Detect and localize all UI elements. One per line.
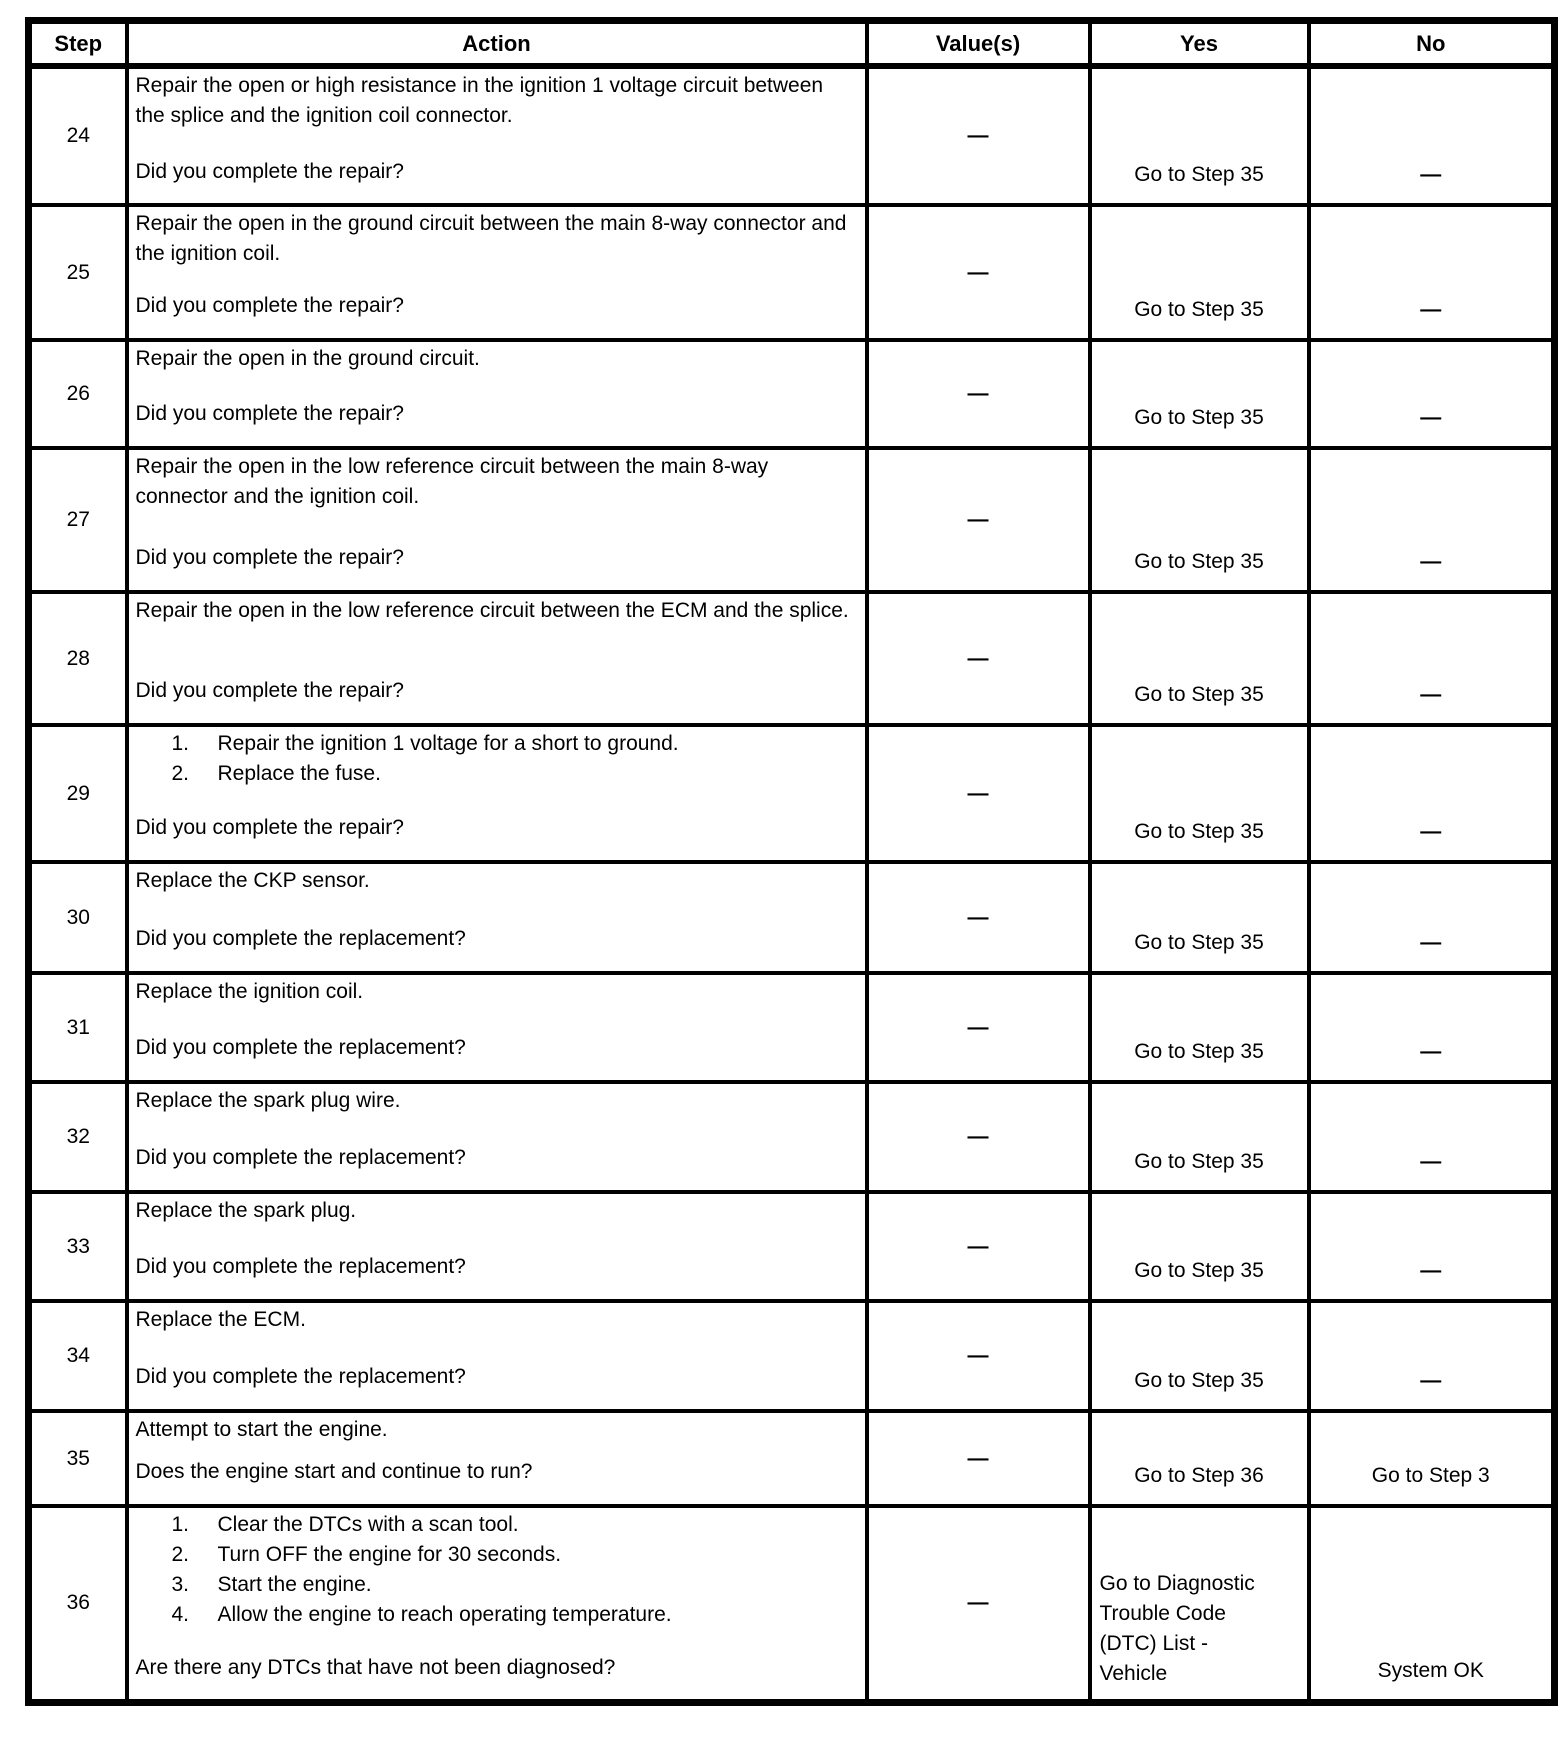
step-number: 35 [29, 1411, 127, 1506]
list-item-text: Start the engine. [217, 1573, 372, 1596]
action-text: Replace the spark plug wire. [135, 1089, 401, 1112]
list-item-number: 4. [171, 1603, 190, 1626]
no-cell: — [1309, 725, 1555, 862]
action-content [129, 1508, 865, 1695]
step-number: 36 [29, 1506, 127, 1702]
action-content [129, 1303, 865, 1404]
action-question: Did you complete the repair? [135, 402, 404, 425]
action-top [136, 596, 857, 626]
table-row [29, 1301, 1555, 1411]
value-cell: — [867, 1411, 1090, 1506]
table-row [29, 862, 1555, 973]
table-row [29, 448, 1555, 592]
value-cell: — [867, 725, 1090, 862]
no-cell: — [1309, 1192, 1555, 1301]
yes-cell: Go to Step 35 [1090, 205, 1309, 340]
table-row [29, 1411, 1555, 1506]
action-text: Replace the CKP sensor. [135, 869, 370, 892]
action-cell [127, 862, 867, 973]
action-question: Did you complete the replacement? [135, 1036, 466, 1059]
list-item-number: 1. [171, 1513, 190, 1536]
action-cell [127, 1411, 867, 1506]
yes-cell: Go to Diagnostic Trouble Code (DTC) List - Vehicle [1090, 1506, 1309, 1702]
action-content [129, 207, 865, 333]
action-list-item [136, 759, 857, 789]
action-top [136, 209, 857, 269]
table-row [29, 340, 1555, 448]
list-item-text: Repair the ignition 1 voltage for a short to ground. [217, 732, 679, 755]
step-number: 31 [29, 973, 127, 1082]
action-top [136, 1196, 857, 1226]
col-header-step: Step [29, 21, 127, 67]
action-top [136, 1086, 857, 1116]
diagnostic-steps-table [25, 17, 1558, 1706]
action-cell [127, 725, 867, 862]
action-top [136, 344, 857, 374]
action-text: Replace the ignition coil. [135, 980, 364, 1003]
table-row [29, 1506, 1555, 1702]
action-content [129, 1084, 865, 1185]
no-cell: — [1309, 1082, 1555, 1192]
col-header-yes: Yes [1090, 21, 1309, 67]
yes-cell: Go to Step 35 [1090, 448, 1309, 592]
value-cell: — [867, 592, 1090, 725]
action-question: Are there any DTCs that have not been diagnosed? [135, 1656, 616, 1679]
table-row [29, 1082, 1555, 1192]
action-content [129, 864, 865, 966]
no-cell: — [1309, 448, 1555, 592]
no-cell: Go to Step 3 [1309, 1411, 1555, 1506]
no-cell: System OK [1309, 1506, 1555, 1702]
action-text: Replace the ECM. [135, 1308, 306, 1331]
step-number: 24 [29, 66, 127, 205]
action-text: Repair the open in the low reference circuit between the ECM and the splice. [135, 599, 849, 622]
action-text: Repair the open in the ground circuit between the main 8-way connector and the ignition coil. [135, 212, 847, 265]
action-question: Did you complete the replacement? [135, 1365, 466, 1388]
action-question: Did you complete the repair? [135, 679, 404, 702]
action-top [136, 1415, 857, 1445]
action-text: Replace the spark plug. [135, 1199, 357, 1222]
step-number: 29 [29, 725, 127, 862]
col-header-action: Action [127, 21, 867, 67]
action-content [129, 1194, 865, 1294]
list-item-number: 3. [171, 1573, 190, 1596]
action-content [129, 727, 865, 855]
table-body [29, 66, 1555, 1702]
value-cell: — [867, 973, 1090, 1082]
action-content [129, 69, 865, 199]
value-cell: — [867, 1301, 1090, 1411]
action-question: Did you complete the repair? [135, 294, 404, 317]
step-number: 30 [29, 862, 127, 973]
no-cell: — [1309, 973, 1555, 1082]
no-cell: — [1309, 592, 1555, 725]
yes-cell: Go to Step 35 [1090, 1192, 1309, 1301]
table-row [29, 592, 1555, 725]
action-top [136, 729, 857, 789]
step-number: 28 [29, 592, 127, 725]
action-cell [127, 1506, 867, 1702]
list-item-number: 1. [171, 732, 190, 755]
action-question: Did you complete the replacement? [135, 1146, 466, 1169]
value-cell: — [867, 205, 1090, 340]
action-top [136, 977, 857, 1007]
action-list-item [136, 1570, 857, 1600]
value-cell: — [867, 66, 1090, 205]
yes-cell: Go to Step 35 [1090, 1082, 1309, 1192]
action-list-item [136, 1510, 857, 1540]
table-row [29, 725, 1555, 862]
action-question: Does the engine start and continue to run? [135, 1460, 533, 1483]
action-top [136, 1510, 857, 1630]
value-cell: — [867, 448, 1090, 592]
action-top [136, 866, 857, 896]
action-question: Did you complete the replacement? [135, 927, 466, 950]
action-list [136, 729, 857, 789]
yes-cell: Go to Step 35 [1090, 592, 1309, 725]
list-item-text: Turn OFF the engine for 30 seconds. [217, 1543, 562, 1566]
action-text: Repair the open or high resistance in the ignition 1 voltage circuit between the splice and the ignition coil connector. [135, 74, 824, 127]
step-number: 26 [29, 340, 127, 448]
step-number: 25 [29, 205, 127, 340]
action-cell [127, 66, 867, 205]
action-question: Did you complete the repair? [135, 546, 404, 569]
value-cell: — [867, 1192, 1090, 1301]
action-cell [127, 205, 867, 340]
action-cell [127, 592, 867, 725]
col-header-values: Value(s) [867, 21, 1090, 67]
action-content [129, 342, 865, 441]
list-item-text: Clear the DTCs with a scan tool. [217, 1513, 519, 1536]
action-content [129, 975, 865, 1075]
no-cell: — [1309, 205, 1555, 340]
action-text: Repair the open in the ground circuit. [135, 347, 480, 370]
step-number: 27 [29, 448, 127, 592]
action-text: Attempt to start the engine. [135, 1418, 388, 1441]
step-number: 32 [29, 1082, 127, 1192]
value-cell: — [867, 1082, 1090, 1192]
list-item-text: Replace the fuse. [217, 762, 381, 785]
value-cell: — [867, 340, 1090, 448]
action-cell [127, 973, 867, 1082]
action-cell [127, 1301, 867, 1411]
table-row [29, 973, 1555, 1082]
action-content [129, 450, 865, 585]
step-number: 34 [29, 1301, 127, 1411]
action-list [136, 1510, 857, 1630]
list-item-number: 2. [171, 762, 190, 785]
yes-cell: Go to Step 35 [1090, 340, 1309, 448]
no-cell: — [1309, 340, 1555, 448]
list-item-number: 2. [171, 1543, 190, 1566]
action-cell [127, 1192, 867, 1301]
action-list-item [136, 729, 857, 759]
action-text: Repair the open in the low reference circuit between the main 8-way connector and the ignition coil. [135, 455, 769, 508]
action-content [129, 594, 865, 718]
yes-cell: Go to Step 35 [1090, 862, 1309, 973]
no-cell: — [1309, 66, 1555, 205]
action-cell [127, 340, 867, 448]
yes-cell: Go to Step 36 [1090, 1411, 1309, 1506]
table-row [29, 66, 1555, 205]
value-cell: — [867, 1506, 1090, 1702]
yes-cell: Go to Step 35 [1090, 725, 1309, 862]
table-row [29, 1192, 1555, 1301]
action-question: Did you complete the repair? [135, 816, 404, 839]
header-row [29, 21, 1555, 67]
action-cell [127, 448, 867, 592]
table-header [29, 21, 1555, 67]
action-top [136, 1305, 857, 1335]
action-list-item [136, 1600, 857, 1630]
action-list-item [136, 1540, 857, 1570]
action-question: Did you complete the replacement? [135, 1255, 466, 1278]
col-header-no: No [1309, 21, 1555, 67]
action-top [136, 452, 857, 512]
list-item-text: Allow the engine to reach operating temperature. [217, 1603, 672, 1626]
action-cell [127, 1082, 867, 1192]
yes-cell: Go to Step 35 [1090, 973, 1309, 1082]
action-top [136, 71, 857, 131]
step-number: 33 [29, 1192, 127, 1301]
no-cell: — [1309, 862, 1555, 973]
table-row [29, 205, 1555, 340]
action-content [129, 1413, 865, 1499]
yes-cell: Go to Step 35 [1090, 1301, 1309, 1411]
value-cell: — [867, 862, 1090, 973]
yes-cell: Go to Step 35 [1090, 66, 1309, 205]
no-cell: — [1309, 1301, 1555, 1411]
action-question: Did you complete the repair? [135, 160, 404, 183]
